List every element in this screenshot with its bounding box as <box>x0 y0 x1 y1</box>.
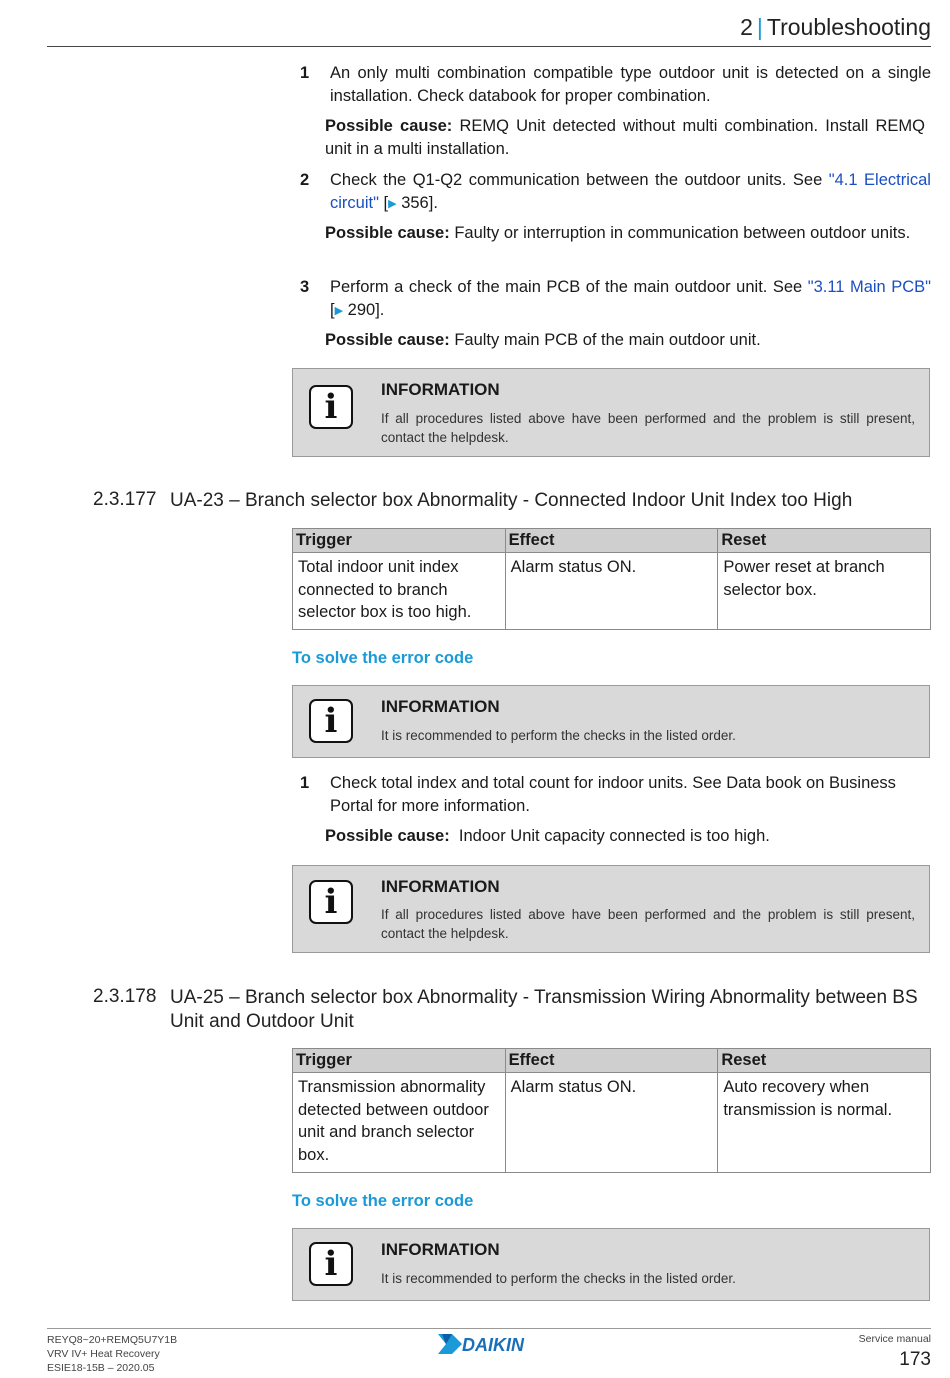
cause-text: Faulty main PCB of the main outdoor unit. <box>454 331 761 349</box>
daikin-logo-text: DAIKIN <box>462 1335 524 1355</box>
information-text: If all procedures listed above have been performed and the problem is still present, contact the helpdesk. <box>381 411 915 445</box>
information-title: INFORMATION <box>381 697 500 716</box>
step-text: Perform a check of the main PCB of the main outdoor unit. See <box>330 278 803 296</box>
section-number: 2.3.178 <box>93 986 157 1007</box>
table-row <box>293 1073 931 1173</box>
step-number: 3 <box>300 278 310 296</box>
ref-bracket: ]. <box>375 301 385 319</box>
information-icon: i <box>309 385 353 429</box>
step-3 <box>300 276 931 323</box>
header-separator: | <box>756 14 763 40</box>
column-header-trigger: Trigger <box>293 1049 506 1073</box>
information-text: It is recommended to perform the checks in the listed order. <box>381 1271 736 1286</box>
possible-cause-3 <box>325 329 925 352</box>
step-text: Check the Q1-Q2 communication between the outdoor units. See <box>330 171 823 189</box>
ref-bracket: [ <box>383 194 389 212</box>
ref-page[interactable]: 356 <box>401 194 429 212</box>
footer-manual-type: Service manual <box>858 1333 931 1345</box>
cause-label: Possible cause: <box>325 827 450 845</box>
section-number: 2.3.177 <box>93 489 157 510</box>
table-header-row <box>293 1049 931 1073</box>
cause-label: Possible cause: <box>325 331 450 349</box>
solve-heading: To solve the error code <box>292 1192 474 1210</box>
footer-doc-code: ESIE18-15B – 2020.05 <box>47 1362 155 1374</box>
main-pcb-link[interactable]: "3.11 Main PCB" <box>807 278 931 296</box>
page-number: 173 <box>899 1349 931 1370</box>
trigger-cell: Transmission abnormality detected between outdoor unit and branch selector box. <box>293 1073 506 1173</box>
footer-product: VRV IV+ Heat Recovery <box>47 1348 160 1360</box>
reset-cell: Auto recovery when transmission is normal. <box>718 1073 931 1173</box>
trigger-effect-reset-table <box>292 1048 931 1173</box>
information-icon: i <box>309 880 353 924</box>
step-number: 1 <box>300 64 310 82</box>
step-number: 1 <box>300 774 310 792</box>
footer-model: REYQ8~20+REMQ5U7Y1B <box>47 1334 178 1346</box>
page-arrow-icon: ▶ <box>388 198 397 210</box>
cause-label: Possible cause: <box>325 117 453 135</box>
electrical-circuit-link[interactable]: "4.1 Electrical circuit" <box>330 171 931 212</box>
information-text: It is recommended to perform the checks in the listed order. <box>381 728 736 743</box>
column-header-effect: Effect <box>505 529 718 553</box>
step-1 <box>300 62 931 108</box>
table-row <box>293 553 931 630</box>
possible-cause <box>325 825 925 848</box>
possible-cause-1 <box>325 115 925 161</box>
information-box <box>292 1228 930 1301</box>
trigger-effect-reset-table <box>292 528 931 630</box>
reset-cell: Power reset at branch selector box. <box>718 553 931 630</box>
footer-rule <box>47 1328 931 1329</box>
page-header <box>740 14 931 41</box>
table-header-row <box>293 529 931 553</box>
step-text: Check total index and total count for indoor units. See Data book on Business Portal for more information. <box>330 774 896 815</box>
footer-document-info <box>47 1333 177 1375</box>
information-box <box>292 685 930 758</box>
trigger-cell: Total indoor unit index connected to branch selector box is too high. <box>293 553 506 630</box>
page-arrow-icon: ▶ <box>334 305 344 317</box>
section-title: UA-25 – Branch selector box Abnormality - Transmission Wiring Abnormality between BS Unit and Outdoor Unit <box>170 987 918 1032</box>
effect-cell: Alarm status ON. <box>505 1073 718 1173</box>
possible-cause-2 <box>325 222 925 245</box>
effect-cell: Alarm status ON. <box>505 553 718 630</box>
chapter-title: Troubleshooting <box>766 14 931 40</box>
column-header-reset: Reset <box>718 1049 931 1073</box>
cause-text: Faulty or interruption in communication between outdoor units. <box>454 224 911 242</box>
column-header-trigger: Trigger <box>293 529 506 553</box>
information-title: INFORMATION <box>381 380 500 399</box>
ref-bracket: ]. <box>428 194 438 212</box>
information-title: INFORMATION <box>381 877 500 896</box>
chapter-number: 2 <box>740 14 753 40</box>
section-title: UA-23 – Branch selector box Abnormality - Connected Indoor Unit Index too High <box>170 490 853 511</box>
solve-heading: To solve the error code <box>292 649 474 667</box>
information-box <box>292 368 930 457</box>
cause-label: Possible cause: <box>325 224 450 242</box>
column-header-effect: Effect <box>505 1049 718 1073</box>
information-icon: i <box>309 699 353 743</box>
information-box <box>292 865 930 953</box>
step-text: An only multi combination compatible type outdoor unit is detected on a single installation. Check databook for proper combination. <box>330 64 931 105</box>
step-number: 2 <box>300 171 310 189</box>
cause-text: REMQ Unit detected without multi combination. Install REMQ unit in a multi installation. <box>325 117 926 158</box>
information-icon: i <box>309 1242 353 1286</box>
information-title: INFORMATION <box>381 1240 500 1259</box>
daikin-logo <box>438 1332 542 1356</box>
step-1 <box>300 772 931 818</box>
header-rule <box>47 46 931 47</box>
information-text: If all procedures listed above have been performed and the problem is still present, contact the helpdesk. <box>381 907 915 941</box>
ref-bracket: [ <box>330 301 335 319</box>
ref-page[interactable]: 290 <box>347 301 376 319</box>
cause-text: Indoor Unit capacity connected is too high. <box>458 827 770 845</box>
step-2 <box>300 169 931 216</box>
column-header-reset: Reset <box>718 529 931 553</box>
